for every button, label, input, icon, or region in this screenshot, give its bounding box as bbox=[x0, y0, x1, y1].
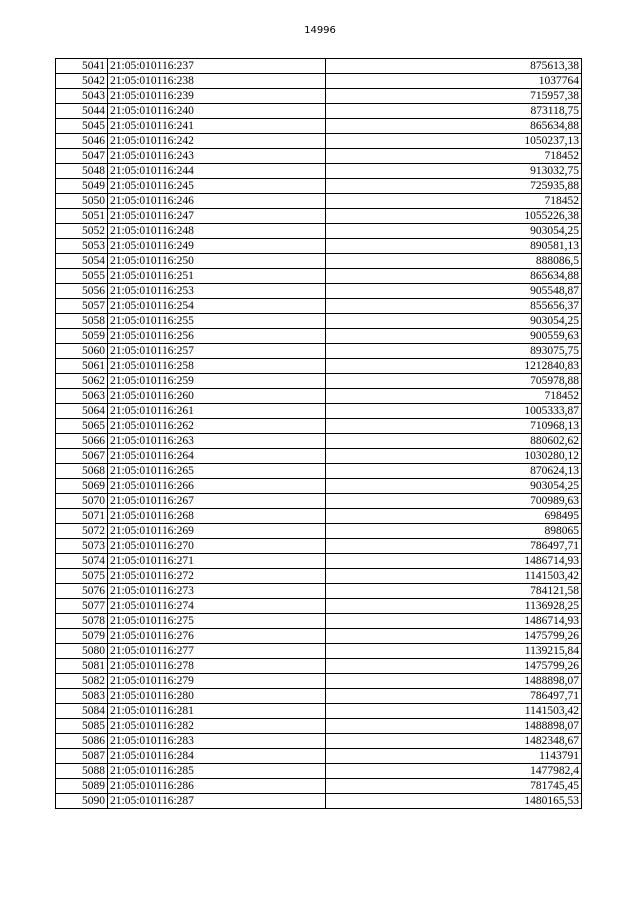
cadastral-number-cell: 21:05:010116:278 bbox=[108, 659, 326, 674]
cadastral-number-cell: 21:05:010116:263 bbox=[108, 434, 326, 449]
cadastral-value-cell: 1037764 bbox=[326, 74, 582, 89]
table-row bbox=[56, 524, 582, 539]
table-row bbox=[56, 329, 582, 344]
cadastral-number-cell: 21:05:010116:246 bbox=[108, 194, 326, 209]
cadastral-number-cell: 21:05:010116:260 bbox=[108, 389, 326, 404]
table-row bbox=[56, 704, 582, 719]
row-number-cell: 5059 bbox=[56, 329, 108, 344]
cadastral-number-cell: 21:05:010116:251 bbox=[108, 269, 326, 284]
cadastral-value-cell: 1475799,26 bbox=[326, 629, 582, 644]
row-number-cell: 5067 bbox=[56, 449, 108, 464]
row-number-cell: 5068 bbox=[56, 464, 108, 479]
cadastral-value-cell: 718452 bbox=[326, 149, 582, 164]
cadastral-value-cell: 786497,71 bbox=[326, 539, 582, 554]
cadastral-value-cell: 900559,63 bbox=[326, 329, 582, 344]
cadastral-value-cell: 1212840,83 bbox=[326, 359, 582, 374]
cadastral-value-cell: 893075,75 bbox=[326, 344, 582, 359]
table-row bbox=[56, 404, 582, 419]
row-number-cell: 5087 bbox=[56, 749, 108, 764]
cadastral-value-cell: 710968,13 bbox=[326, 419, 582, 434]
table-row bbox=[56, 569, 582, 584]
cadastral-number-cell: 21:05:010116:285 bbox=[108, 764, 326, 779]
table-row bbox=[56, 449, 582, 464]
cadastral-number-cell: 21:05:010116:245 bbox=[108, 179, 326, 194]
row-number-cell: 5041 bbox=[56, 59, 108, 74]
cadastral-value-cell: 865634,88 bbox=[326, 119, 582, 134]
cadastral-number-cell: 21:05:010116:243 bbox=[108, 149, 326, 164]
table-row bbox=[56, 269, 582, 284]
cadastral-number-cell: 21:05:010116:282 bbox=[108, 719, 326, 734]
cadastral-value-cell: 1139215,84 bbox=[326, 644, 582, 659]
row-number-cell: 5043 bbox=[56, 89, 108, 104]
cadastral-number-cell: 21:05:010116:249 bbox=[108, 239, 326, 254]
cadastral-number-cell: 21:05:010116:269 bbox=[108, 524, 326, 539]
table-row bbox=[56, 59, 582, 74]
row-number-cell: 5073 bbox=[56, 539, 108, 554]
table-row bbox=[56, 344, 582, 359]
row-number-cell: 5062 bbox=[56, 374, 108, 389]
cadastral-number-cell: 21:05:010116:270 bbox=[108, 539, 326, 554]
cadastral-value-cell: 781745,45 bbox=[326, 779, 582, 794]
row-number-cell: 5046 bbox=[56, 134, 108, 149]
row-number-cell: 5071 bbox=[56, 509, 108, 524]
row-number-cell: 5049 bbox=[56, 179, 108, 194]
cadastral-value-cell: 1475799,26 bbox=[326, 659, 582, 674]
table-row bbox=[56, 614, 582, 629]
cadastral-value-cell: 870624,13 bbox=[326, 464, 582, 479]
cadastral-value-cell: 905548,87 bbox=[326, 284, 582, 299]
cadastral-value-cell: 1055226,38 bbox=[326, 209, 582, 224]
cadastral-value-cell: 698495 bbox=[326, 509, 582, 524]
cadastral-value-cell: 1488898,07 bbox=[326, 674, 582, 689]
row-number-cell: 5055 bbox=[56, 269, 108, 284]
table-row bbox=[56, 749, 582, 764]
table-row bbox=[56, 689, 582, 704]
cadastral-number-cell: 21:05:010116:259 bbox=[108, 374, 326, 389]
table-row bbox=[56, 584, 582, 599]
cadastral-value-cell: 718452 bbox=[326, 389, 582, 404]
table-row bbox=[56, 779, 582, 794]
cadastral-number-cell: 21:05:010116:286 bbox=[108, 779, 326, 794]
row-number-cell: 5074 bbox=[56, 554, 108, 569]
cadastral-number-cell: 21:05:010116:274 bbox=[108, 599, 326, 614]
cadastral-value-cell: 890581,13 bbox=[326, 239, 582, 254]
row-number-cell: 5081 bbox=[56, 659, 108, 674]
cadastral-value-cell: 1050237,13 bbox=[326, 134, 582, 149]
table-row bbox=[56, 164, 582, 179]
table-row bbox=[56, 434, 582, 449]
cadastral-value-cell: 1486714,93 bbox=[326, 614, 582, 629]
row-number-cell: 5051 bbox=[56, 209, 108, 224]
row-number-cell: 5086 bbox=[56, 734, 108, 749]
row-number-cell: 5080 bbox=[56, 644, 108, 659]
table-row bbox=[56, 314, 582, 329]
table-row bbox=[56, 119, 582, 134]
cadastral-number-cell: 21:05:010116:255 bbox=[108, 314, 326, 329]
cadastral-value-cell: 784121,58 bbox=[326, 584, 582, 599]
table-body bbox=[56, 59, 582, 809]
table-row bbox=[56, 629, 582, 644]
table-row bbox=[56, 194, 582, 209]
table-row bbox=[56, 674, 582, 689]
cadastral-number-cell: 21:05:010116:258 bbox=[108, 359, 326, 374]
cadastral-value-cell: 913032,75 bbox=[326, 164, 582, 179]
cadastral-value-cell: 1141503,42 bbox=[326, 569, 582, 584]
row-number-cell: 5054 bbox=[56, 254, 108, 269]
row-number-cell: 5070 bbox=[56, 494, 108, 509]
row-number-cell: 5072 bbox=[56, 524, 108, 539]
cadastral-value-cell: 718452 bbox=[326, 194, 582, 209]
row-number-cell: 5044 bbox=[56, 104, 108, 119]
row-number-cell: 5045 bbox=[56, 119, 108, 134]
row-number-cell: 5047 bbox=[56, 149, 108, 164]
cadastral-number-cell: 21:05:010116:265 bbox=[108, 464, 326, 479]
cadastral-number-cell: 21:05:010116:284 bbox=[108, 749, 326, 764]
cadastral-number-cell: 21:05:010116:244 bbox=[108, 164, 326, 179]
cadastral-number-cell: 21:05:010116:239 bbox=[108, 89, 326, 104]
cadastral-number-cell: 21:05:010116:241 bbox=[108, 119, 326, 134]
table-row bbox=[56, 599, 582, 614]
cadastral-value-cell: 1482348,67 bbox=[326, 734, 582, 749]
table-row bbox=[56, 374, 582, 389]
cadastral-number-cell: 21:05:010116:287 bbox=[108, 794, 326, 809]
cadastral-number-cell: 21:05:010116:267 bbox=[108, 494, 326, 509]
table-row bbox=[56, 494, 582, 509]
table-row bbox=[56, 209, 582, 224]
cadastral-value-cell: 1136928,25 bbox=[326, 599, 582, 614]
row-number-cell: 5085 bbox=[56, 719, 108, 734]
cadastral-number-cell: 21:05:010116:237 bbox=[108, 59, 326, 74]
cadastral-value-cell: 875613,38 bbox=[326, 59, 582, 74]
cadastral-value-cell: 855656,37 bbox=[326, 299, 582, 314]
table-row bbox=[56, 539, 582, 554]
row-number-cell: 5082 bbox=[56, 674, 108, 689]
row-number-cell: 5065 bbox=[56, 419, 108, 434]
table-row bbox=[56, 509, 582, 524]
table-row bbox=[56, 89, 582, 104]
table-row bbox=[56, 179, 582, 194]
table-row bbox=[56, 224, 582, 239]
table-row bbox=[56, 149, 582, 164]
cadastral-value-cell: 1477982,4 bbox=[326, 764, 582, 779]
row-number-cell: 5078 bbox=[56, 614, 108, 629]
row-number-cell: 5053 bbox=[56, 239, 108, 254]
row-number-cell: 5084 bbox=[56, 704, 108, 719]
table-row bbox=[56, 389, 582, 404]
cadastral-value-cell: 903054,25 bbox=[326, 314, 582, 329]
cadastral-number-cell: 21:05:010116:275 bbox=[108, 614, 326, 629]
cadastral-number-cell: 21:05:010116:277 bbox=[108, 644, 326, 659]
cadastral-value-cell: 865634,88 bbox=[326, 269, 582, 284]
cadastral-number-cell: 21:05:010116:266 bbox=[108, 479, 326, 494]
row-number-cell: 5058 bbox=[56, 314, 108, 329]
cadastral-number-cell: 21:05:010116:268 bbox=[108, 509, 326, 524]
cadastral-value-cell: 715957,38 bbox=[326, 89, 582, 104]
cadastral-number-cell: 21:05:010116:240 bbox=[108, 104, 326, 119]
cadastral-number-cell: 21:05:010116:264 bbox=[108, 449, 326, 464]
table-row bbox=[56, 74, 582, 89]
table-row bbox=[56, 359, 582, 374]
table-row bbox=[56, 479, 582, 494]
row-number-cell: 5057 bbox=[56, 299, 108, 314]
table-row bbox=[56, 464, 582, 479]
table-row bbox=[56, 299, 582, 314]
cadastral-value-cell: 1480165,53 bbox=[326, 794, 582, 809]
row-number-cell: 5056 bbox=[56, 284, 108, 299]
cadastral-number-cell: 21:05:010116:250 bbox=[108, 254, 326, 269]
row-number-cell: 5079 bbox=[56, 629, 108, 644]
table-row bbox=[56, 134, 582, 149]
cadastral-number-cell: 21:05:010116:272 bbox=[108, 569, 326, 584]
row-number-cell: 5090 bbox=[56, 794, 108, 809]
row-number-cell: 5089 bbox=[56, 779, 108, 794]
cadastral-number-cell: 21:05:010116:281 bbox=[108, 704, 326, 719]
cadastral-value-cell: 903054,25 bbox=[326, 479, 582, 494]
table-row bbox=[56, 254, 582, 269]
cadastral-value-cell: 1005333,87 bbox=[326, 404, 582, 419]
cadastral-number-cell: 21:05:010116:242 bbox=[108, 134, 326, 149]
row-number-cell: 5076 bbox=[56, 584, 108, 599]
row-number-cell: 5052 bbox=[56, 224, 108, 239]
table-row bbox=[56, 554, 582, 569]
table-row bbox=[56, 764, 582, 779]
cadastral-value-cell: 888086,5 bbox=[326, 254, 582, 269]
cadastral-number-cell: 21:05:010116:283 bbox=[108, 734, 326, 749]
table-row bbox=[56, 644, 582, 659]
cadastral-value-cell: 1488898,07 bbox=[326, 719, 582, 734]
cadastral-value-cell: 786497,71 bbox=[326, 689, 582, 704]
table-row bbox=[56, 284, 582, 299]
cadastral-number-cell: 21:05:010116:256 bbox=[108, 329, 326, 344]
row-number-cell: 5077 bbox=[56, 599, 108, 614]
cadastral-number-cell: 21:05:010116:254 bbox=[108, 299, 326, 314]
table-row bbox=[56, 659, 582, 674]
table-row bbox=[56, 104, 582, 119]
cadastral-value-cell: 880602,62 bbox=[326, 434, 582, 449]
row-number-cell: 5075 bbox=[56, 569, 108, 584]
cadastral-value-cell: 898065 bbox=[326, 524, 582, 539]
table-row bbox=[56, 419, 582, 434]
cadastral-value-cell: 705978,88 bbox=[326, 374, 582, 389]
row-number-cell: 5083 bbox=[56, 689, 108, 704]
cadastral-value-table bbox=[55, 58, 582, 809]
cadastral-value-cell: 1143791 bbox=[326, 749, 582, 764]
row-number-cell: 5069 bbox=[56, 479, 108, 494]
cadastral-value-cell: 1030280,12 bbox=[326, 449, 582, 464]
row-number-cell: 5064 bbox=[56, 404, 108, 419]
cadastral-number-cell: 21:05:010116:247 bbox=[108, 209, 326, 224]
cadastral-value-cell: 1486714,93 bbox=[326, 554, 582, 569]
table-row bbox=[56, 719, 582, 734]
row-number-cell: 5050 bbox=[56, 194, 108, 209]
cadastral-value-cell: 873118,75 bbox=[326, 104, 582, 119]
row-number-cell: 5060 bbox=[56, 344, 108, 359]
cadastral-number-cell: 21:05:010116:271 bbox=[108, 554, 326, 569]
cadastral-number-cell: 21:05:010116:257 bbox=[108, 344, 326, 359]
cadastral-number-cell: 21:05:010116:279 bbox=[108, 674, 326, 689]
cadastral-value-cell: 903054,25 bbox=[326, 224, 582, 239]
table-row bbox=[56, 794, 582, 809]
row-number-cell: 5088 bbox=[56, 764, 108, 779]
row-number-cell: 5063 bbox=[56, 389, 108, 404]
row-number-cell: 5066 bbox=[56, 434, 108, 449]
row-number-cell: 5042 bbox=[56, 74, 108, 89]
cadastral-number-cell: 21:05:010116:253 bbox=[108, 284, 326, 299]
cadastral-value-cell: 725935,88 bbox=[326, 179, 582, 194]
cadastral-number-cell: 21:05:010116:280 bbox=[108, 689, 326, 704]
cadastral-number-cell: 21:05:010116:262 bbox=[108, 419, 326, 434]
cadastral-value-cell: 1141503,42 bbox=[326, 704, 582, 719]
cadastral-number-cell: 21:05:010116:273 bbox=[108, 584, 326, 599]
page-number: 14996 bbox=[304, 25, 336, 36]
cadastral-value-cell: 700989,63 bbox=[326, 494, 582, 509]
cadastral-number-cell: 21:05:010116:276 bbox=[108, 629, 326, 644]
row-number-cell: 5048 bbox=[56, 164, 108, 179]
cadastral-number-cell: 21:05:010116:261 bbox=[108, 404, 326, 419]
cadastral-number-cell: 21:05:010116:248 bbox=[108, 224, 326, 239]
row-number-cell: 5061 bbox=[56, 359, 108, 374]
table-row bbox=[56, 239, 582, 254]
cadastral-number-cell: 21:05:010116:238 bbox=[108, 74, 326, 89]
table-row bbox=[56, 734, 582, 749]
